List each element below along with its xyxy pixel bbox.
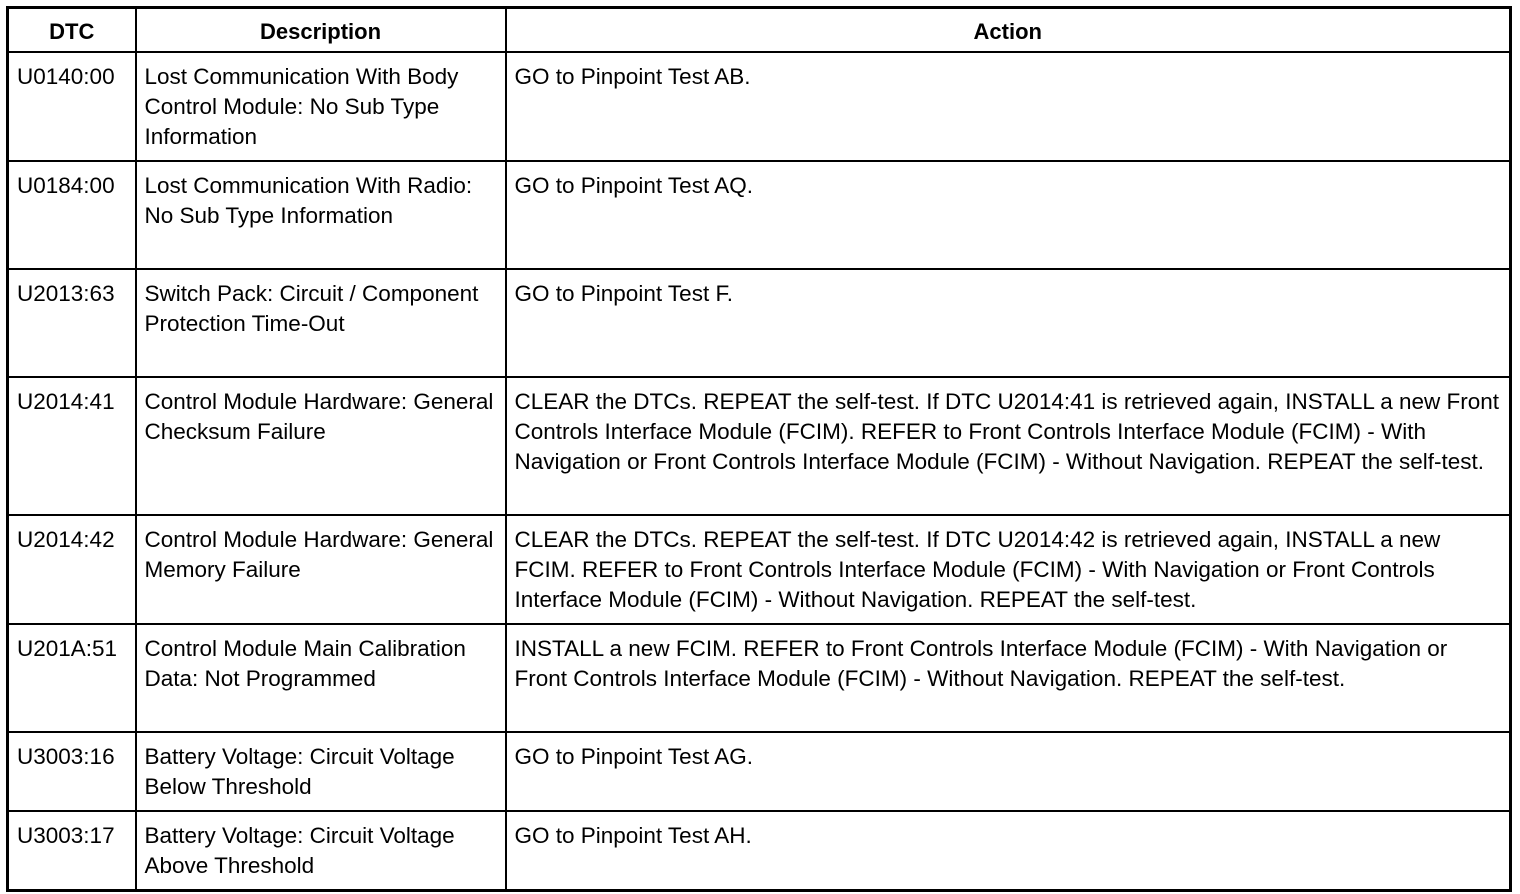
dtc-code: U201A:51 — [8, 624, 136, 732]
dtc-description: Battery Voltage: Circuit Voltage Above Threshold — [136, 811, 506, 891]
dtc-code: U0140:00 — [8, 52, 136, 161]
table-row — [8, 52, 1511, 161]
dtc-description: Battery Voltage: Circuit Voltage Below Threshold — [136, 732, 506, 811]
dtc-description: Switch Pack: Circuit / Component Protection Time-Out — [136, 269, 506, 377]
table-row — [8, 811, 1511, 891]
dtc-action: GO to Pinpoint Test F. — [506, 269, 1511, 377]
dtc-description: Lost Communication With Radio: No Sub Type Information — [136, 161, 506, 269]
table-header-row — [8, 8, 1511, 52]
table-row — [8, 515, 1511, 624]
dtc-code: U0184:00 — [8, 161, 136, 269]
dtc-action: GO to Pinpoint Test AH. — [506, 811, 1511, 891]
dtc-description: Control Module Main Calibration Data: Not Programmed — [136, 624, 506, 732]
dtc-action: GO to Pinpoint Test AG. — [506, 732, 1511, 811]
header-dtc: DTC — [8, 8, 136, 52]
table-row — [8, 161, 1511, 269]
dtc-action: CLEAR the DTCs. REPEAT the self-test. If DTC U2014:42 is retrieved again, INSTALL a new FCIM. REFER to Front Controls Interface Module (FCIM) - With Navigation or Front Controls Interface Module (FCIM) - Without Navigation. REPEAT the self-test. — [506, 515, 1511, 624]
dtc-action: GO to Pinpoint Test AB. — [506, 52, 1511, 161]
dtc-action: INSTALL a new FCIM. REFER to Front Controls Interface Module (FCIM) - With Navigation or Front Controls Interface Module (FCIM) - Without Navigation. REPEAT the self-test. — [506, 624, 1511, 732]
table-row — [8, 377, 1511, 515]
dtc-action: GO to Pinpoint Test AQ. — [506, 161, 1511, 269]
table-row — [8, 732, 1511, 811]
dtc-code: U3003:16 — [8, 732, 136, 811]
dtc-code: U2013:63 — [8, 269, 136, 377]
header-action: Action — [506, 8, 1511, 52]
dtc-code: U2014:41 — [8, 377, 136, 515]
dtc-description: Control Module Hardware: General Memory Failure — [136, 515, 506, 624]
dtc-description: Lost Communication With Body Control Module: No Sub Type Information — [136, 52, 506, 161]
dtc-table — [6, 6, 1512, 892]
dtc-description: Control Module Hardware: General Checksum Failure — [136, 377, 506, 515]
header-description: Description — [136, 8, 506, 52]
dtc-action: CLEAR the DTCs. REPEAT the self-test. If DTC U2014:41 is retrieved again, INSTALL a new Front Controls Interface Module (FCIM). REFER to Front Controls Interface Module (FCIM) - With Navigation or Front Controls Interface Module (FCIM) - Without Navigation. REPEAT the self-test. — [506, 377, 1511, 515]
table-row — [8, 624, 1511, 732]
document-page — [6, 6, 1512, 892]
dtc-code: U3003:17 — [8, 811, 136, 891]
dtc-code: U2014:42 — [8, 515, 136, 624]
table-row — [8, 269, 1511, 377]
